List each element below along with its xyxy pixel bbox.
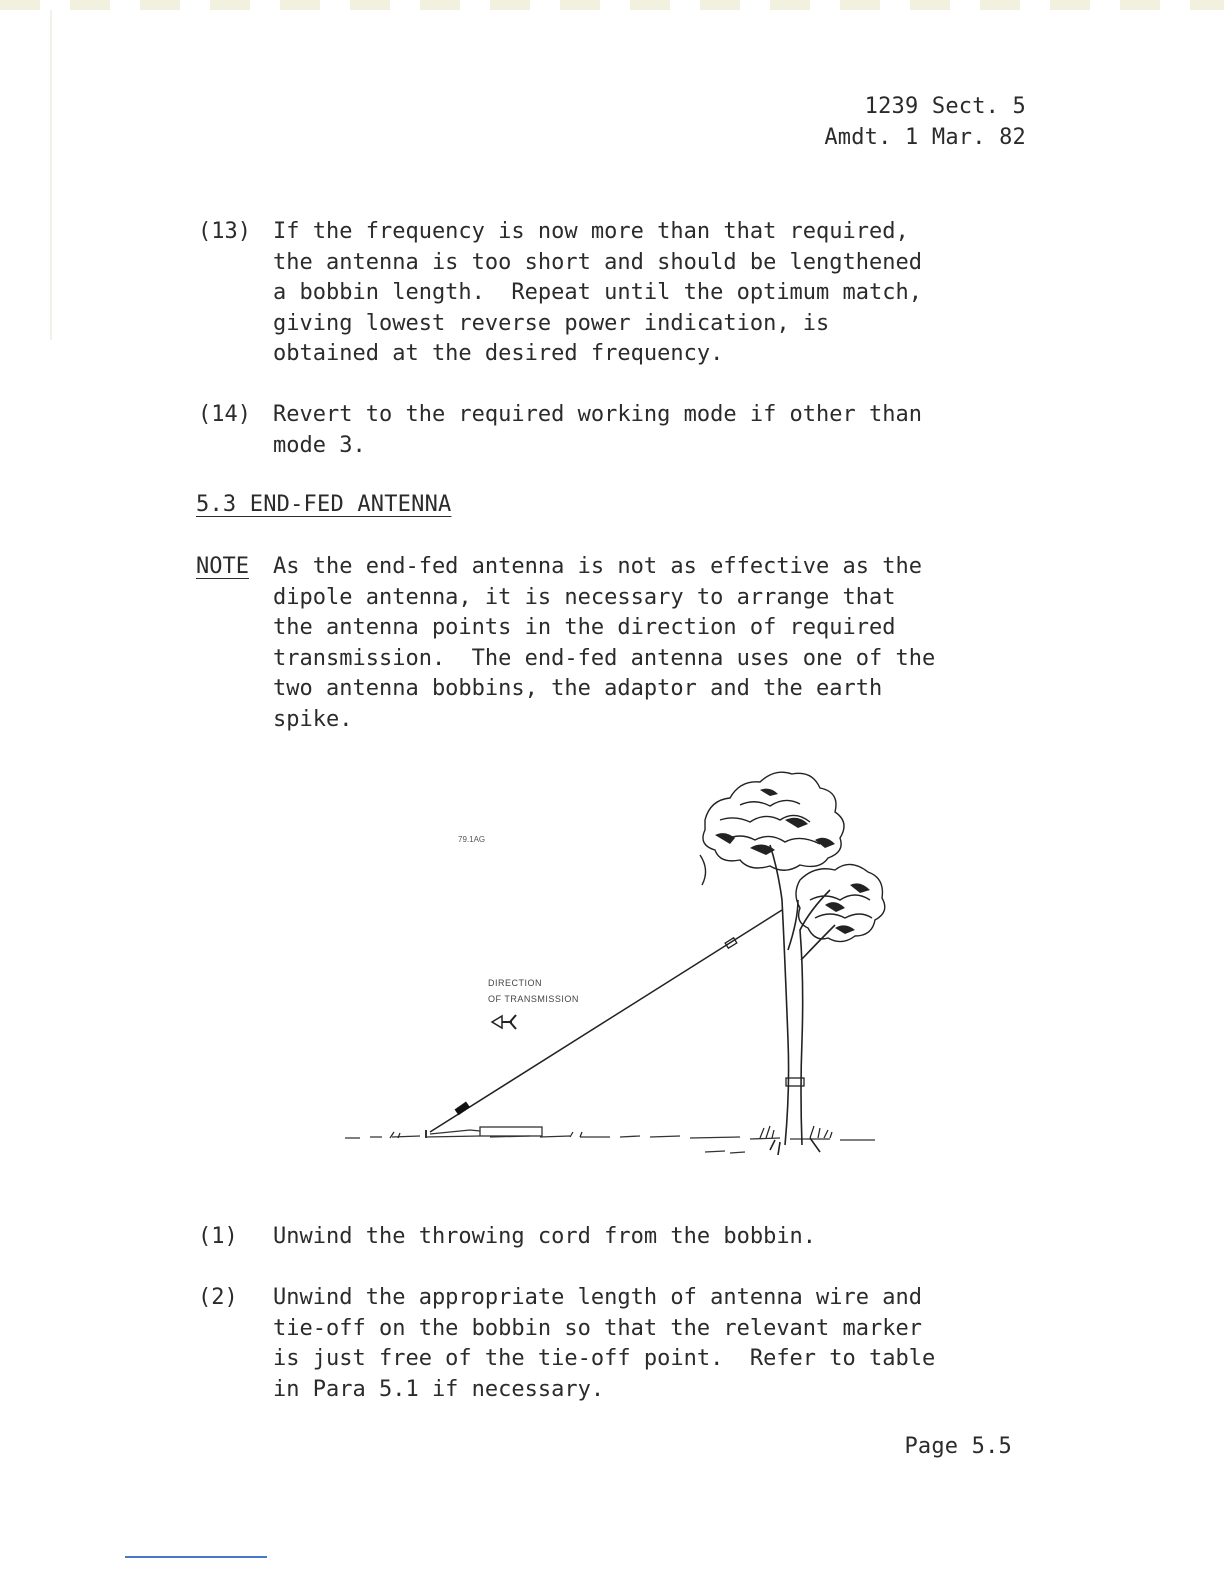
antenna-wire — [430, 910, 782, 1132]
ground-line — [345, 1136, 875, 1153]
note-line: two antenna bobbins, the adaptor and the earth — [273, 676, 883, 701]
adaptor-box — [480, 1127, 542, 1136]
para-2-line: Unwind the appropriate length of antenna wire and — [273, 1285, 923, 1310]
note-line: dipole antenna, it is necessary to arrange that — [273, 584, 896, 610]
para-13-line: giving lowest reverse power indication, is — [273, 310, 830, 336]
para-1-line: Unwind the throwing cord from the bobbin. — [273, 1224, 817, 1249]
para-14-line: Revert to the required working mode if other than — [273, 402, 923, 427]
para-2-line: in Para 5.1 if necessary. — [273, 1376, 605, 1402]
para-14-number: (14) — [198, 402, 251, 427]
note-line: spike. — [273, 706, 353, 732]
page-number: Page 5.5 — [904, 1434, 1012, 1459]
para-13-line: the antenna is too short and should be lengthened — [273, 249, 923, 275]
para-2-body — [273, 1283, 935, 1405]
amendment-date: Amdt. 1 Mar. 82 — [824, 125, 1026, 150]
figure-code-label: 79.1AG — [458, 835, 486, 844]
direction-arrow-icon — [492, 1015, 516, 1029]
para-1-number: (1) — [198, 1224, 238, 1249]
para-2-line: tie-off on the bobbin so that the relevant marker — [273, 1315, 923, 1341]
para-14-body — [273, 400, 922, 461]
note-body — [273, 552, 935, 735]
margin-shadow — [50, 10, 52, 340]
note-label: NOTE — [196, 554, 249, 579]
tree-trunk — [770, 845, 835, 1155]
para-2-line: is just free of the tie-off point. Refer to table — [273, 1346, 936, 1371]
end-fed-antenna-illustration — [330, 760, 900, 1170]
foliage-shading — [715, 789, 870, 934]
direction-caption-line1: DIRECTION — [488, 978, 542, 988]
doc-reference: 1239 Sect. 5 — [864, 94, 1026, 119]
tree-foliage — [700, 772, 885, 941]
direction-caption-line2: OF TRANSMISSION — [488, 994, 579, 1004]
section-heading: 5.3 END-FED ANTENNA — [196, 492, 452, 517]
note-line: transmission. The end-fed antenna uses one of the — [273, 645, 936, 671]
para-13-line: a bobbin length. Repeat until the optimum match, — [273, 280, 923, 305]
para-14-line: mode 3. — [273, 432, 366, 458]
feed-cable — [430, 1130, 480, 1134]
note-line: As the end-fed antenna is not as effective as the — [273, 554, 923, 579]
para-1-body — [273, 1222, 816, 1253]
para-13-line: If the frequency is now more than that required, — [273, 219, 909, 244]
bottom-rule — [125, 1556, 267, 1558]
para-2-number: (2) — [198, 1285, 238, 1310]
ground-bobbin — [455, 1102, 470, 1116]
para-13-line: obtained at the desired frequency. — [273, 341, 724, 366]
para-13-body — [273, 217, 922, 370]
binding-edge — [0, 0, 1224, 10]
note-line: the antenna points in the direction of required — [273, 615, 896, 640]
antenna-diagram — [330, 760, 900, 1170]
para-13-number: (13) — [198, 219, 251, 244]
